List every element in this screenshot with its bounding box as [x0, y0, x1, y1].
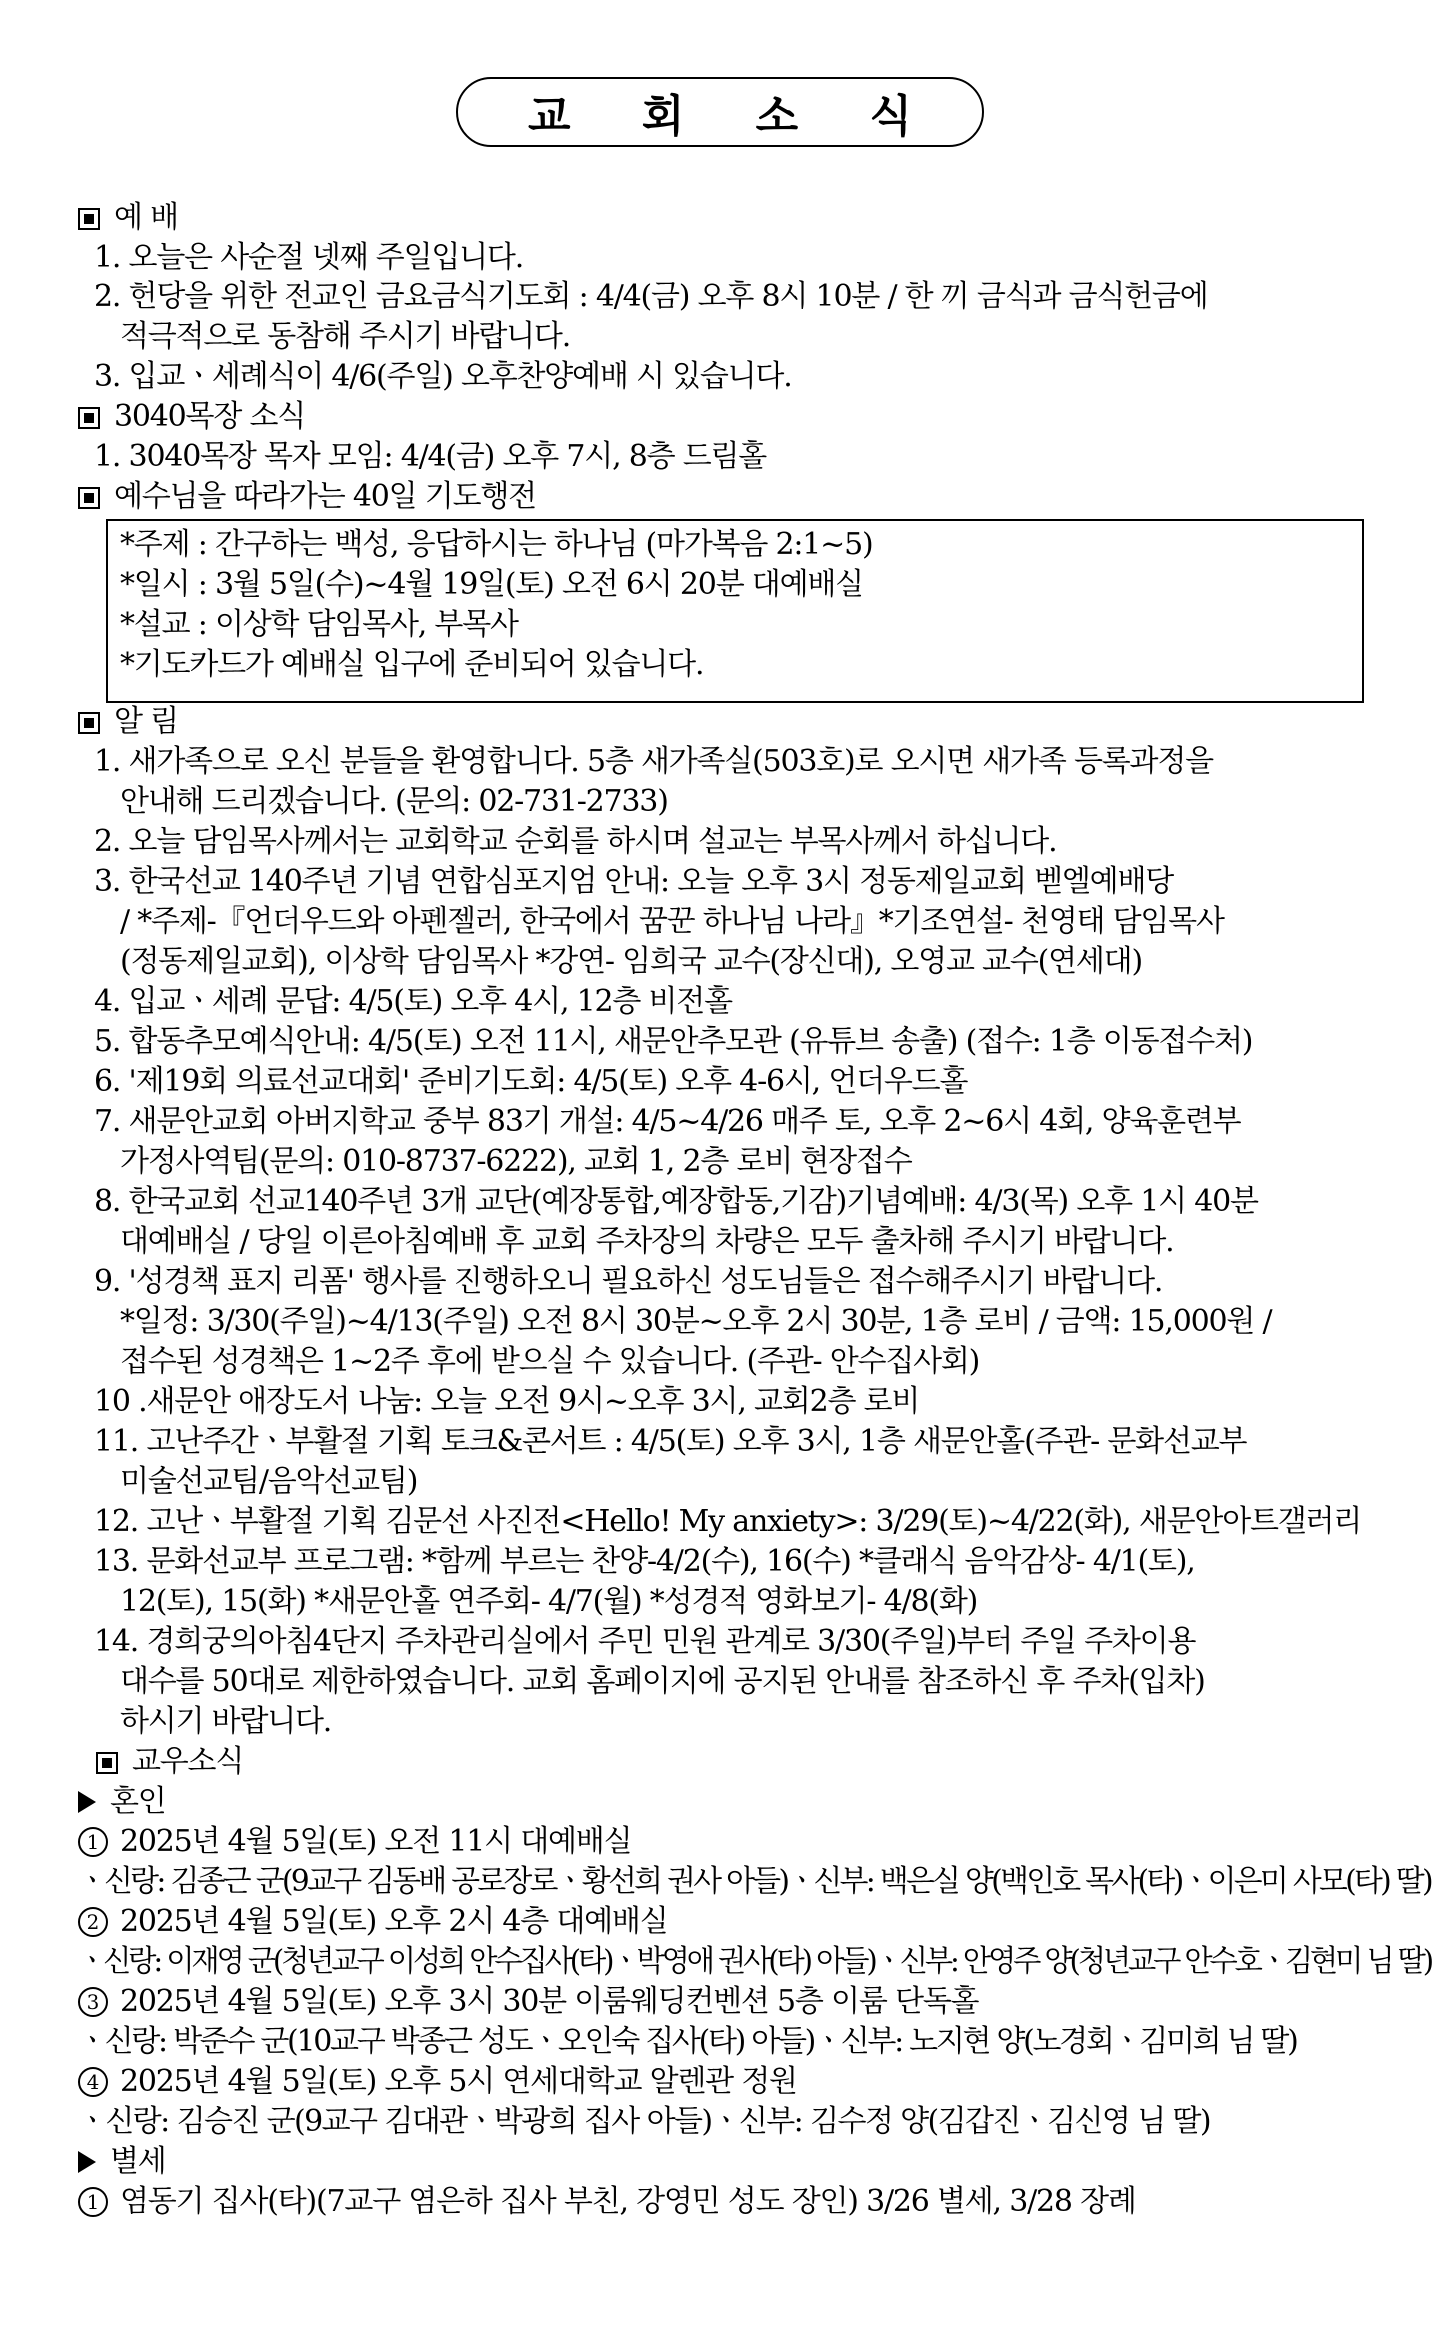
prayer-box-line: *기도카드가 예배실 입구에 준비되어 있습니다.: [120, 647, 704, 682]
circled-number-icon: 3: [78, 1987, 108, 2017]
notice-line: 4. 입교ㆍ세례 문답: 4/5(토) 오후 4시, 12층 비전홀: [94, 984, 732, 1019]
circled-number-icon: 1: [78, 1827, 108, 1857]
triangle-bullet-icon: [78, 1791, 96, 1813]
circled-number-icon: 1: [78, 2187, 108, 2217]
wedding-couple-line: ㆍ신랑: 이재영 군(청년교구 이성희 안수집사(타)ㆍ박영애 권사(타) 아들)ㆍ신부: 안영주 양(청년교구 안수호ㆍ김현미 님 딸): [78, 1944, 1432, 1979]
notice-line: 접수된 성경책은 1~2주 후에 받으실 수 있습니다. (주관- 안수집사회): [120, 1344, 980, 1379]
filled-square-icon: [78, 208, 100, 230]
filled-square-icon: [78, 487, 100, 509]
notice-line: (정동제일교회), 이상학 담임목사 *강연- 임희국 교수(장신대), 오영교 교수(연세대): [120, 944, 1142, 979]
worship-item: 2. 헌당을 위한 전교인 금요금식기도회 : 4/4(금) 오후 8시 10분 / 한 끼 금식과 금식헌금에: [94, 279, 1208, 314]
notice-line: 14. 경희궁의아침4단지 주차관리실에서 주민 민원 관계로 3/30(주일)부터 주일 주차이용: [94, 1624, 1196, 1659]
section-mokjang-heading: 3040목장 소식: [78, 397, 305, 437]
notice-line: 13. 문화선교부 프로그램: *함께 부르는 찬양-4/2(수), 16(수) *클래식 음악감상- 4/1(토),: [94, 1544, 1195, 1579]
prayer-info-box: [106, 519, 1364, 703]
wedding-couple-line: ㆍ신랑: 김승진 군(9교구 김대관ㆍ박광희 집사 아들)ㆍ신부: 김수정 양(김갑진ㆍ김신영 님 딸): [78, 2104, 1211, 2139]
notice-line: 7. 새문안교회 아버지학교 중부 83기 개설: 4/5~4/26 매주 토, 오후 2~6시 4회, 양육훈련부: [94, 1104, 1241, 1139]
notice-line: 가정사역팀(문의: 010-8737-6222), 교회 1, 2층 로비 현장접수: [120, 1144, 912, 1179]
notice-line: 대수를 50대로 제한하였습니다. 교회 홈페이지에 공지된 안내를 참조하신 후 주차(입차): [120, 1664, 1205, 1699]
notice-line: 미술선교팀/음악선교팀): [120, 1464, 418, 1499]
wedding-couple-line: ㆍ신랑: 김종근 군(9교구 김동배 공로장로ㆍ황선희 권사 아들)ㆍ신부: 백은실 양(백인호 목사(타)ㆍ이은미 사모(타) 딸): [78, 1864, 1432, 1899]
section-prayer-heading: 예수님을 따라가는 40일 기도행전: [78, 477, 536, 517]
wedding-date-line: 2 2025년 4월 5일(토) 오후 2시 4층 대예배실: [78, 1902, 667, 1942]
mokjang-item: 1. 3040목장 목자 모임: 4/4(금) 오후 7시, 8층 드림홀: [94, 439, 767, 474]
notice-line: 3. 한국선교 140주년 기념 연합심포지엄 안내: 오늘 오후 3시 정동제일교회 벧엘예배당: [94, 864, 1173, 899]
death-line: 1 염동기 집사(타)(7교구 염은하 집사 부친, 강영민 성도 장인) 3/26 별세, 3/28 장례: [78, 2182, 1136, 2222]
prayer-box-line: *주제 : 간구하는 백성, 응답하시는 하나님 (마가복음 2:1~5): [120, 527, 873, 562]
notice-line: 대예배실 / 당일 이른아침예배 후 교회 주차장의 차량은 모두 출차해 주시기 바랍니다.: [120, 1224, 1174, 1259]
filled-square-icon: [78, 712, 100, 734]
death-heading: 별세: [78, 2142, 166, 2182]
notice-line: 5. 합동추모예식안내: 4/5(토) 오전 11시, 새문안추모관 (유튜브 송출) (접수: 1층 이동접수처): [94, 1024, 1253, 1059]
notice-line: *일정: 3/30(주일)~4/13(주일) 오전 8시 30분~오후 2시 30분, 1층 로비 / 금액: 15,000원 /: [120, 1304, 1272, 1339]
notice-line: / *주제-『언더우드와 아펜젤러, 한국에서 꿈꾼 하나님 나라』*기조연설- 천영태 담임목사: [120, 904, 1224, 939]
notice-line: 11. 고난주간ㆍ부활절 기획 토크&콘서트 : 4/5(토) 오후 3시, 1층 새문안홀(주관- 문화선교부: [94, 1424, 1247, 1459]
page-title: 교 회 소 식: [528, 91, 940, 142]
filled-square-icon: [78, 407, 100, 429]
wedding-couple-line: ㆍ신랑: 박준수 군(10교구 박종근 성도ㆍ오인숙 집사(타) 아들)ㆍ신부: 노지현 양(노경회ㆍ김미희 님 딸): [78, 2024, 1297, 2059]
worship-item: 1. 오늘은 사순절 넷째 주일입니다.: [94, 240, 524, 275]
section-worship-heading: 예 배: [78, 198, 178, 238]
notice-line: 10 .새문안 애장도서 나눔: 오늘 오전 9시~오후 3시, 교회2층 로비: [94, 1384, 920, 1419]
section-members-heading: 교우소식: [96, 1742, 243, 1782]
notice-line: 1. 새가족으로 오신 분들을 환영합니다. 5층 새가족실(503호)로 오시면 새가족 등록과정을: [94, 744, 1213, 779]
title-banner: [456, 77, 984, 147]
wedding-date-line: 3 2025년 4월 5일(토) 오후 3시 30분 이룸웨딩컨벤션 5층 이룸 단독홀: [78, 1982, 978, 2022]
notice-line: 하시기 바랍니다.: [120, 1704, 332, 1739]
notice-line: 9. '성경책 표지 리폼' 행사를 진행하오니 필요하신 성도님들은 접수해주시기 바랍니다.: [94, 1264, 1163, 1299]
notice-line: 2. 오늘 담임목사께서는 교회학교 순회를 하시며 설교는 부목사께서 하십니다.: [94, 824, 1057, 859]
triangle-bullet-icon: [78, 2151, 96, 2173]
section-notices-heading: 알 림: [78, 702, 178, 742]
prayer-box-line: *일시 : 3월 5일(수)~4월 19일(토) 오전 6시 20분 대예배실: [120, 567, 863, 602]
notice-line: 8. 한국교회 선교140주년 3개 교단(예장통합,예장합동,기감)기념예배: 4/3(목) 오후 1시 40분: [94, 1184, 1258, 1219]
notice-line: 12. 고난ㆍ부활절 기획 김문선 사진전<Hello! My anxiety>: 3/29(토)~4/22(화), 새문안아트갤러리: [94, 1504, 1362, 1539]
wedding-date-line: 1 2025년 4월 5일(토) 오전 11시 대예배실: [78, 1822, 631, 1862]
wedding-date-line: 4 2025년 4월 5일(토) 오후 5시 연세대학교 알렌관 정원: [78, 2062, 797, 2102]
notice-line: 6. '제19회 의료선교대회' 준비기도회: 4/5(토) 오후 4-6시, 언더우드홀: [94, 1064, 968, 1099]
circled-number-icon: 2: [78, 1907, 108, 1937]
notice-line: 12(토), 15(화) *새문안홀 연주회- 4/7(월) *성경적 영화보기- 4/8(화): [120, 1584, 978, 1619]
notice-line: 안내해 드리겠습니다. (문의: 02-731-2733): [120, 784, 668, 819]
worship-item-continuation: 적극적으로 동참해 주시기 바랍니다.: [120, 319, 571, 354]
circled-number-icon: 4: [78, 2067, 108, 2097]
worship-item: 3. 입교ㆍ세례식이 4/6(주일) 오후찬양예배 시 있습니다.: [94, 359, 792, 394]
prayer-box-line: *설교 : 이상학 담임목사, 부목사: [120, 607, 518, 642]
wedding-heading: 혼인: [78, 1782, 166, 1822]
filled-square-icon: [96, 1752, 118, 1774]
